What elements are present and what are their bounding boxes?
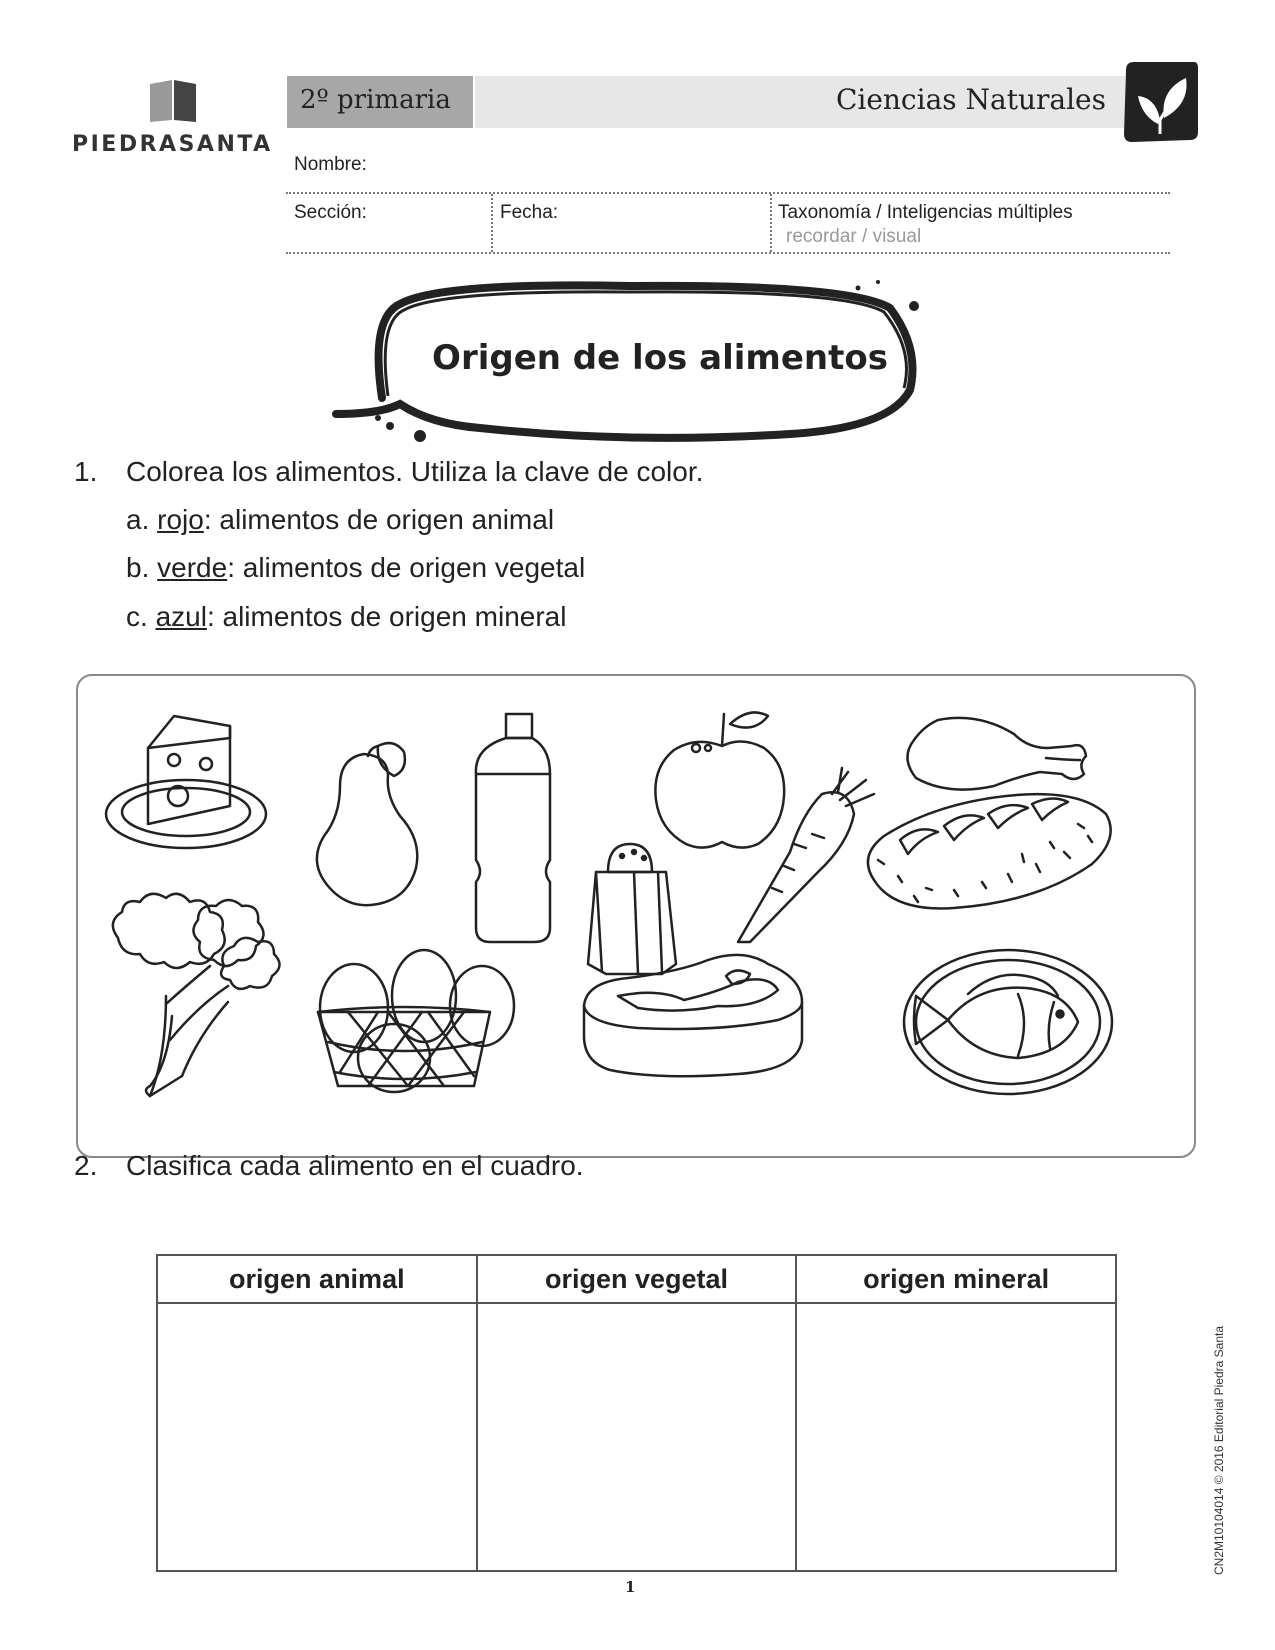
leaf-icon	[1120, 60, 1200, 144]
grade-label: 2º primaria	[300, 85, 451, 115]
item-text: : alimentos de origen animal	[203, 504, 555, 535]
bread-icon[interactable]	[868, 794, 1111, 908]
divider	[491, 194, 493, 252]
chicken-leg-icon[interactable]	[907, 718, 1086, 790]
answer-cell-vegetal[interactable]	[477, 1303, 797, 1571]
fish-plate-icon[interactable]	[904, 950, 1112, 1094]
divider	[286, 192, 1170, 194]
date-label: Fecha:	[500, 202, 559, 223]
column-header-animal: origen animal	[157, 1255, 477, 1303]
list-item	[126, 504, 554, 536]
item-text: : alimentos de origen mineral	[206, 601, 567, 632]
subject-label: Ciencias Naturales	[835, 83, 1106, 116]
column-header-vegetal: origen vegetal	[477, 1255, 797, 1303]
divider	[770, 194, 772, 252]
cheese-icon[interactable]	[106, 716, 266, 848]
item-letter: b.	[126, 552, 150, 583]
question-1-number: 1.	[74, 456, 98, 487]
question-2-text: Clasifica cada alimento en el cuadro.	[126, 1150, 584, 1181]
column-header-mineral: origen mineral	[796, 1255, 1116, 1303]
item-letter: a.	[126, 504, 150, 535]
water-bottle-icon[interactable]	[476, 714, 550, 942]
copyright-notice: CN2M10104014 © 2016 Editorial Piedra Santa	[1212, 1326, 1226, 1575]
page-title: Origen de los alimentos	[432, 338, 888, 378]
color-key: verde	[157, 552, 228, 583]
list-item	[126, 552, 585, 584]
book-icon	[148, 76, 198, 124]
question-1-text: Colorea los alimentos. Utiliza la clave de color.	[126, 456, 704, 487]
classification-table	[156, 1254, 1117, 1572]
carrot-icon[interactable]	[738, 768, 874, 942]
egg-basket-icon[interactable]	[318, 950, 514, 1092]
food-panel	[76, 674, 1196, 1158]
broccoli-icon[interactable]	[113, 894, 280, 1096]
taxonomy-values: recordar / visual	[786, 226, 922, 247]
name-label: Nombre:	[294, 154, 367, 175]
apple-icon[interactable]	[655, 712, 784, 847]
item-letter: c.	[126, 601, 148, 632]
brand-name: PIEDRASANTA	[72, 132, 273, 157]
pear-icon[interactable]	[317, 743, 417, 905]
answer-cell-animal[interactable]	[157, 1303, 477, 1571]
salt-shaker-icon[interactable]	[588, 844, 676, 974]
item-text: : alimentos de origen vegetal	[227, 552, 586, 583]
color-key: azul	[155, 601, 207, 632]
name-field[interactable]	[380, 148, 1170, 184]
page-number: 1	[625, 1578, 636, 1596]
list-item	[126, 601, 566, 633]
divider	[286, 252, 1170, 254]
taxonomy-label: Taxonomía / Inteligencias múltiples	[778, 202, 1073, 223]
question-2-number: 2.	[74, 1150, 98, 1181]
section-label: Sección:	[294, 202, 367, 223]
color-key: rojo	[157, 504, 204, 535]
answer-cell-mineral[interactable]	[796, 1303, 1116, 1571]
